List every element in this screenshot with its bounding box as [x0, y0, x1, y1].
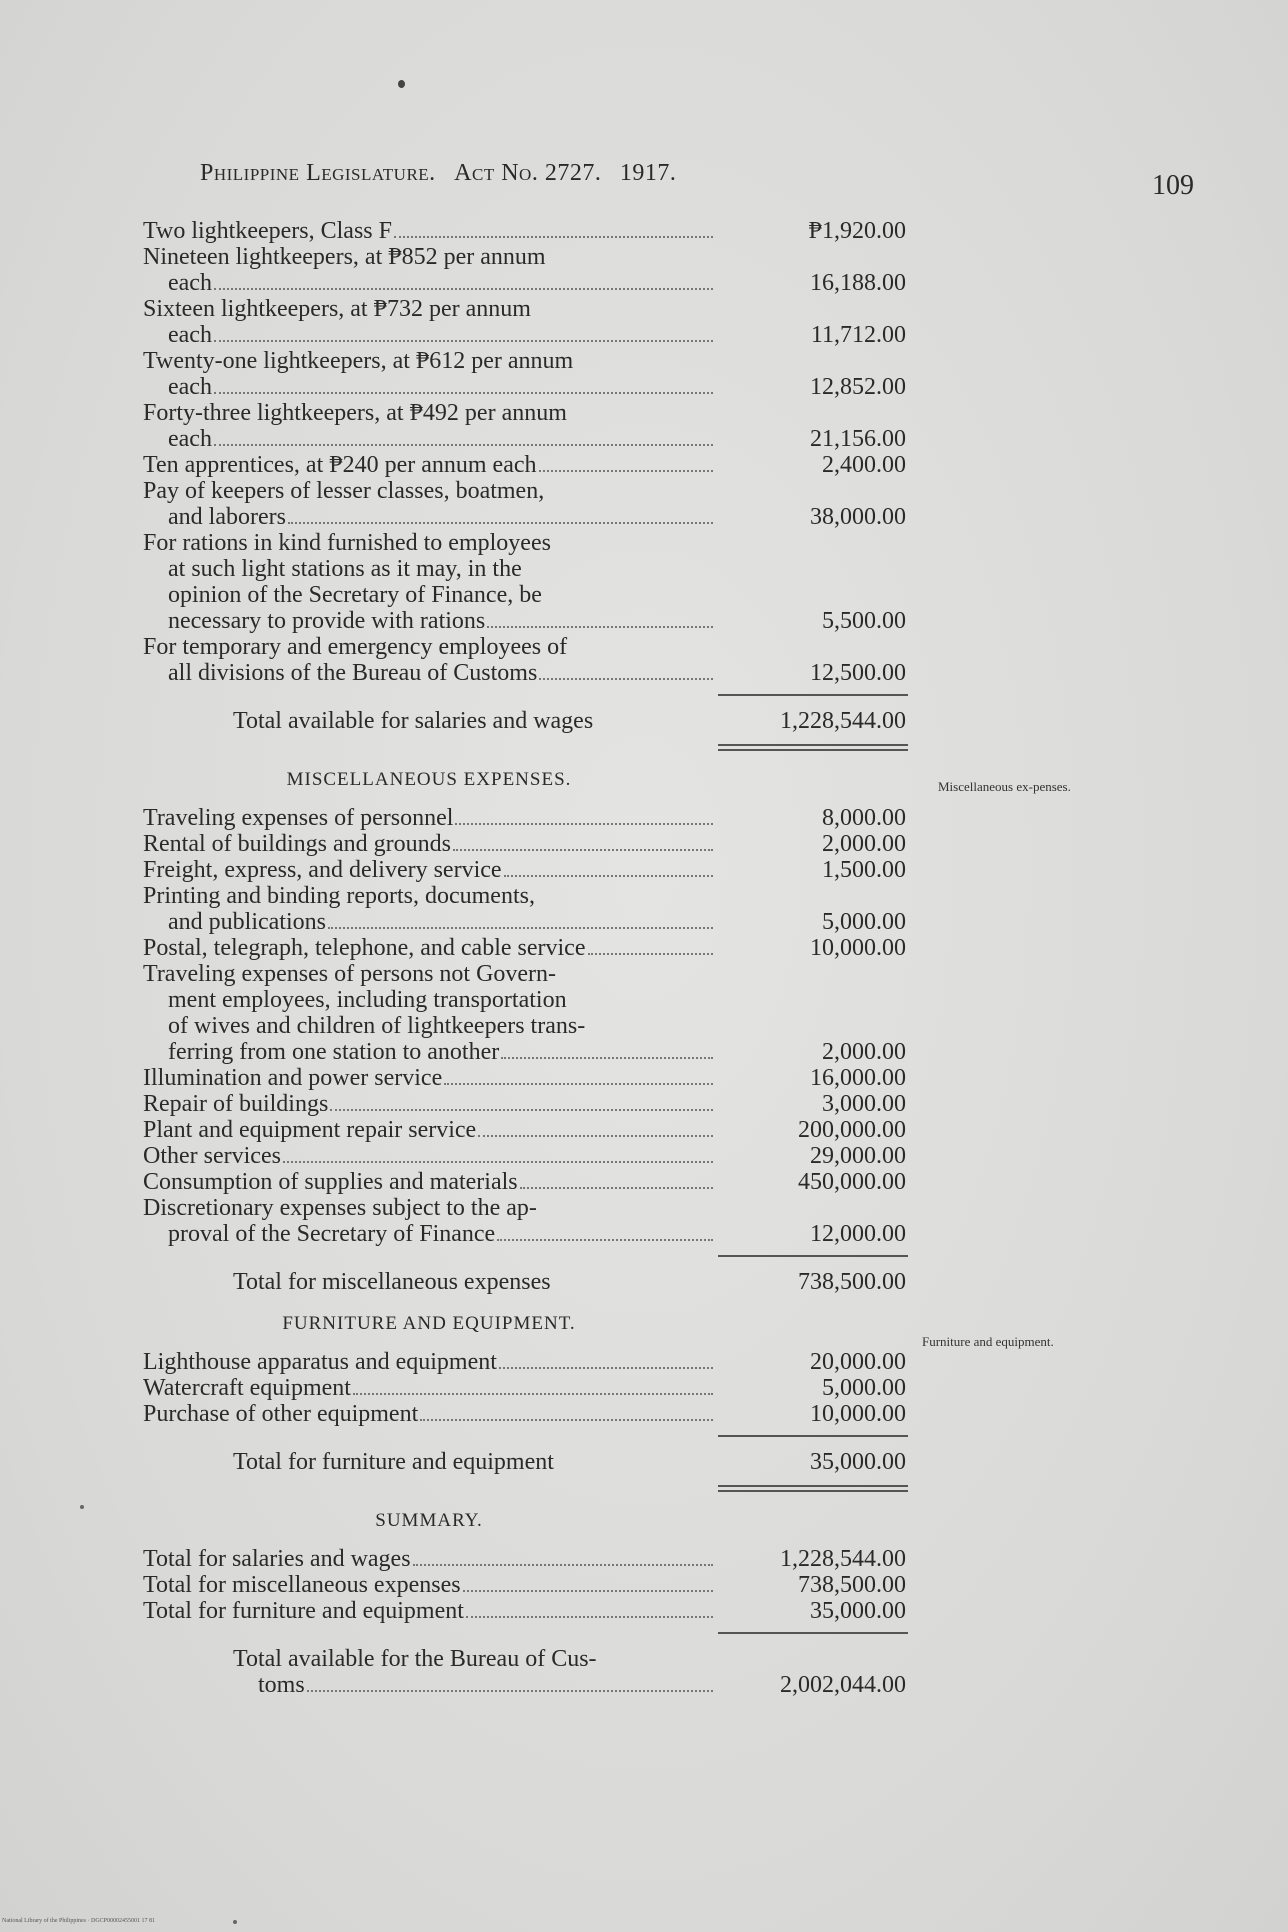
- dot-leader: [455, 823, 713, 825]
- line-item-text: Two lightkeepers, Class F: [143, 218, 392, 244]
- dot-leader: [588, 953, 714, 955]
- line-item-text: Forty-three lightkeepers, at ₱492 per annum: [143, 400, 567, 426]
- line-item-amount: 5,000.00: [822, 1375, 906, 1401]
- line-item-text: Freight, express, and delivery service: [143, 857, 502, 883]
- dot-leader: [328, 927, 713, 929]
- line-item: [143, 883, 910, 935]
- line-item-description: [143, 961, 715, 1065]
- line-item: [143, 1195, 910, 1247]
- line-item-amount: 38,000.00: [810, 504, 906, 530]
- line-item: [143, 452, 910, 478]
- line-item-text: Purchase of other equipment: [143, 1401, 419, 1427]
- line-item-text: Sixteen lightkeepers, at ₱732 per annum: [143, 296, 531, 322]
- line-item: [143, 935, 910, 961]
- total-double-rule: [718, 744, 908, 746]
- line-item-text: opinion of the Secretary of Finance, be: [168, 582, 542, 608]
- dot-leader: [453, 849, 713, 851]
- line-item: [143, 1117, 910, 1143]
- dot-leader: [539, 470, 713, 472]
- total-double-rule-lower: [718, 1490, 908, 1492]
- subtotal-rule: [718, 1632, 908, 1634]
- dot-leader: [307, 1690, 713, 1692]
- dot-leader: [499, 1367, 713, 1369]
- line-item-amount: 450,000.00: [798, 1169, 906, 1195]
- line-item-text: For temporary and emergency employees of: [143, 634, 568, 660]
- speck: [80, 1505, 84, 1509]
- dot-leader: [463, 1590, 713, 1592]
- line-item: [143, 478, 910, 530]
- line-item: [143, 1572, 910, 1598]
- line-item-amount: 8,000.00: [822, 805, 906, 831]
- dot-leader: [394, 236, 713, 238]
- line-item-text: Traveling expenses of persons not Govern-: [143, 961, 557, 987]
- line-item: [143, 1375, 910, 1401]
- line-item-description: [143, 1375, 715, 1401]
- grand-total-row: [143, 1646, 910, 1698]
- line-item-text: Total for salaries and wages: [143, 1546, 411, 1572]
- line-item-description: [143, 1349, 715, 1375]
- line-item: [143, 1546, 910, 1572]
- line-item: [143, 218, 910, 244]
- line-item-amount: 12,852.00: [810, 374, 906, 400]
- line-item-text: and laborers: [168, 504, 286, 530]
- line-item: [143, 1143, 910, 1169]
- line-item-text: Watercraft equipment: [143, 1375, 351, 1401]
- line-item-amount: 1,228,544.00: [780, 1546, 906, 1572]
- speck: [233, 1920, 237, 1924]
- line-item-text: Nineteen lightkeepers, at ₱852 per annum: [143, 244, 546, 270]
- line-item: [143, 296, 910, 348]
- line-item: [143, 1349, 910, 1375]
- salaries-total-row: [143, 708, 910, 734]
- line-item-amount: 35,000.00: [810, 1598, 906, 1624]
- line-item-text: each: [168, 270, 212, 296]
- line-item-description: [143, 296, 715, 348]
- line-item-text: each: [168, 322, 212, 348]
- dot-leader: [413, 1564, 713, 1566]
- dot-leader: [288, 522, 713, 524]
- line-item-text: proval of the Secretary of Finance: [168, 1221, 496, 1247]
- line-item: [143, 831, 910, 857]
- grand-total-label: [143, 1646, 715, 1698]
- summary-heading: SUMMARY.: [375, 1510, 483, 1531]
- dot-leader: [214, 444, 713, 446]
- line-item-description: [143, 244, 715, 296]
- ink-dot: [398, 80, 405, 88]
- line-item-text: Postal, telegraph, telephone, and cable service: [143, 935, 586, 961]
- line-item: [143, 1065, 910, 1091]
- line-item-text: of wives and children of lightkeepers trans-: [168, 1013, 586, 1039]
- line-item-amount: 200,000.00: [798, 1117, 906, 1143]
- line-item-description: [143, 530, 715, 634]
- line-item: [143, 805, 910, 831]
- line-item: [143, 244, 910, 296]
- line-item-text: Total for furniture and equipment: [143, 1598, 464, 1624]
- page-number: 109: [1152, 170, 1194, 201]
- running-header: [200, 160, 688, 187]
- line-item-amount: 5,000.00: [822, 909, 906, 935]
- line-item-text: For rations in kind furnished to employees: [143, 530, 551, 556]
- summary-total: [143, 1646, 910, 1698]
- furniture-section: [143, 1349, 910, 1427]
- line-item: [143, 857, 910, 883]
- line-item-description: [143, 1598, 715, 1624]
- dot-leader: [501, 1057, 713, 1059]
- line-item-text: Total for miscellaneous expenses: [143, 1572, 461, 1598]
- line-item: [143, 634, 910, 686]
- line-item-description: [143, 1572, 715, 1598]
- dot-leader: [497, 1239, 713, 1241]
- line-item-amount: 11,712.00: [810, 322, 906, 348]
- line-item-text: at such light stations as it may, in the: [168, 556, 522, 582]
- margin-note-misc: Miscellaneous ex-penses.: [938, 779, 1071, 794]
- dot-leader: [487, 626, 713, 628]
- line-item: [143, 530, 910, 634]
- subtotal-rule: [718, 1435, 908, 1437]
- line-item-text: and publications: [168, 909, 326, 935]
- line-item-text: each: [168, 426, 212, 452]
- line-item: [143, 400, 910, 452]
- line-item-description: [143, 452, 715, 478]
- line-item-amount: 10,000.00: [810, 935, 906, 961]
- line-item-amount: 738,500.00: [798, 1572, 906, 1598]
- line-item-text: Rental of buildings and grounds: [143, 831, 451, 857]
- line-item-amount: 10,000.00: [810, 1401, 906, 1427]
- line-item-amount: 1,500.00: [822, 857, 906, 883]
- line-item-amount: 12,500.00: [810, 660, 906, 686]
- footer-mark: National Library of the Philippines · DGCP00002455001 17 81: [2, 1918, 155, 1924]
- header-act: Act No. 2727.: [454, 160, 602, 186]
- grand-total-amount: 2,002,044.00: [780, 1672, 906, 1698]
- line-item-text: necessary to provide with rations: [168, 608, 486, 634]
- line-item-description: [143, 218, 715, 244]
- line-item-text: Pay of keepers of lesser classes, boatmen,: [143, 478, 545, 504]
- dot-leader: [504, 875, 713, 877]
- dot-leader: [444, 1083, 713, 1085]
- line-item-text: Traveling expenses of personnel: [143, 805, 454, 831]
- line-item-description: [143, 478, 715, 530]
- line-item-description: [143, 805, 715, 831]
- line-item-description: [143, 883, 715, 935]
- line-item-text: Plant and equipment repair service: [143, 1117, 477, 1143]
- line-item-text: Illumination and power service: [143, 1065, 443, 1091]
- misc-total-label: Total for miscellaneous expenses: [233, 1269, 551, 1295]
- line-item-text: Consumption of supplies and materials: [143, 1169, 518, 1195]
- misc-total-row: [143, 1269, 910, 1295]
- line-item-amount: 21,156.00: [810, 426, 906, 452]
- line-item-text: Ten apprentices, at ₱240 per annum each: [143, 452, 537, 478]
- dot-leader: [283, 1161, 713, 1163]
- line-item-description: [143, 1143, 715, 1169]
- furniture-total-row: [143, 1449, 910, 1475]
- line-item-text: Twenty-one lightkeepers, at ₱612 per annum: [143, 348, 574, 374]
- line-item-text: Other services: [143, 1143, 281, 1169]
- furniture-total-amount: 35,000.00: [810, 1449, 906, 1475]
- line-item-text: Discretionary expenses subject to the ap-: [143, 1195, 537, 1221]
- line-item-text: Repair of buildings: [143, 1091, 329, 1117]
- header-legislature: Philippine Legislature.: [200, 160, 436, 186]
- subtotal-rule: [718, 694, 908, 696]
- line-item-text: ferring from one station to another: [168, 1039, 500, 1065]
- dot-leader: [353, 1393, 713, 1395]
- line-item: [143, 1598, 910, 1624]
- line-item-description: [143, 831, 715, 857]
- misc-heading: MISCELLANEOUS EXPENSES.: [286, 769, 572, 790]
- subtotal-rule: [718, 1255, 908, 1257]
- dot-leader: [520, 1187, 713, 1189]
- line-item-description: [143, 1117, 715, 1143]
- line-item-description: [143, 1065, 715, 1091]
- line-item-amount: 2,000.00: [822, 1039, 906, 1065]
- furniture-total-label: Total for furniture and equipment: [233, 1449, 554, 1475]
- line-item-text: all divisions of the Bureau of Customs: [168, 660, 538, 686]
- dot-leader: [330, 1109, 713, 1111]
- line-item-description: [143, 857, 715, 883]
- line-item-description: [143, 1546, 715, 1572]
- header-year: 1917.: [619, 160, 677, 186]
- total-double-rule: [718, 1485, 908, 1487]
- line-item-description: [143, 1091, 715, 1117]
- line-item-description: [143, 348, 715, 400]
- salaries-total-label: Total available for salaries and wages: [233, 708, 594, 734]
- dot-leader: [214, 392, 713, 394]
- line-item-text: Lighthouse apparatus and equipment: [143, 1349, 497, 1375]
- line-item: [143, 1401, 910, 1427]
- line-item-amount: 29,000.00: [810, 1143, 906, 1169]
- budget-column: [143, 218, 910, 1698]
- grand-total-text: Total available for the Bureau of Cus-: [233, 1646, 597, 1672]
- line-item-amount: 20,000.00: [810, 1349, 906, 1375]
- line-item-description: [143, 400, 715, 452]
- total-double-rule-lower: [718, 749, 908, 751]
- line-item: [143, 1091, 910, 1117]
- dot-leader: [478, 1135, 713, 1137]
- line-item: [143, 961, 910, 1065]
- salaries-total-amount: 1,228,544.00: [780, 708, 906, 734]
- line-item-description: [143, 1195, 715, 1247]
- line-item-description: [143, 1169, 715, 1195]
- line-item-description: [143, 1401, 715, 1427]
- line-item-description: [143, 935, 715, 961]
- line-item-amount: 2,000.00: [822, 831, 906, 857]
- summary-section: [143, 1546, 910, 1624]
- dot-leader: [539, 678, 713, 680]
- furniture-heading: FURNITURE AND EQUIPMENT.: [282, 1313, 576, 1334]
- misc-section: [143, 805, 910, 1247]
- grand-total-text: toms: [258, 1672, 305, 1698]
- misc-total-amount: 738,500.00: [798, 1269, 906, 1295]
- dot-leader: [214, 340, 713, 342]
- line-item-amount: 3,000.00: [822, 1091, 906, 1117]
- dot-leader: [420, 1419, 713, 1421]
- salaries-section: [143, 218, 910, 686]
- line-item: [143, 348, 910, 400]
- line-item: [143, 1169, 910, 1195]
- line-item-text: each: [168, 374, 212, 400]
- line-item-description: [143, 634, 715, 686]
- line-item-amount: 16,188.00: [810, 270, 906, 296]
- line-item-amount: 16,000.00: [810, 1065, 906, 1091]
- line-item-amount: 5,500.00: [822, 608, 906, 634]
- dot-leader: [214, 288, 713, 290]
- line-item-amount: 12,000.00: [810, 1221, 906, 1247]
- line-item-text: Printing and binding reports, documents,: [143, 883, 535, 909]
- line-item-text: ment employees, including transportation: [168, 987, 567, 1013]
- line-item-amount: ₱1,920.00: [808, 218, 906, 244]
- line-item-amount: 2,400.00: [822, 452, 906, 478]
- margin-note-furniture: Furniture and equipment.: [922, 1334, 1054, 1349]
- dot-leader: [466, 1616, 713, 1618]
